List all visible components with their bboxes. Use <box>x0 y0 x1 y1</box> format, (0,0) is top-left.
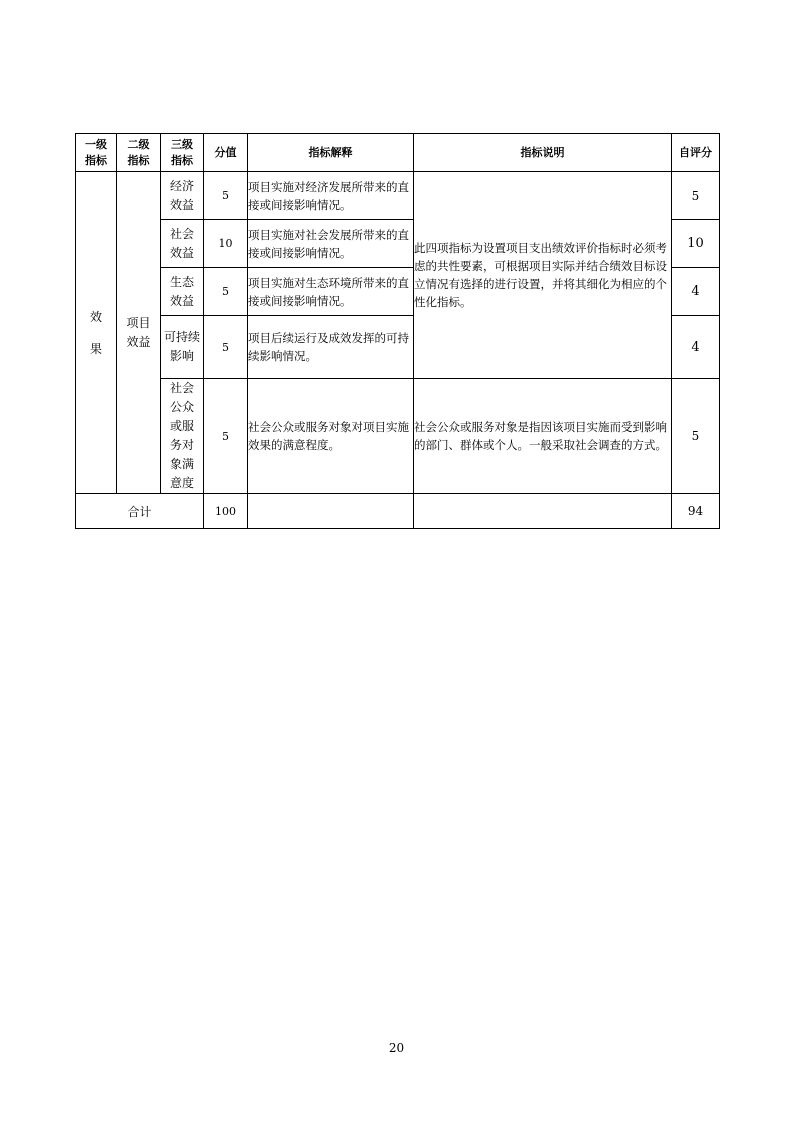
score-cell: 5 <box>204 172 248 220</box>
header-level3: 三级指标 <box>161 134 204 172</box>
level2-cell: 项目效益 <box>117 172 161 494</box>
total-row <box>76 494 720 529</box>
self-score-cell: 10 <box>672 220 720 268</box>
explanation-cell: 项目实施对生态环境所带来的直接或间接影响情况。 <box>248 268 414 316</box>
header-score: 分值 <box>204 134 248 172</box>
self-score-cell: 4 <box>672 268 720 316</box>
header-self-score: 自评分 <box>672 134 720 172</box>
score-cell: 5 <box>204 316 248 379</box>
page-number: 20 <box>388 1041 405 1055</box>
header-row <box>76 134 720 172</box>
shared-description-cell: 此四项指标为设置项目支出绩效评价指标时必须考虑的共性要素，可根据项目实际并结合绩效目标设立情况有选择的进行设置，并将其细化为相应的个性化指标。 <box>414 172 672 379</box>
score-cell: 5 <box>204 268 248 316</box>
header-level1: 一级指标 <box>76 134 117 172</box>
total-explanation-empty <box>248 494 414 529</box>
self-score-cell: 4 <box>672 316 720 379</box>
evaluation-table <box>75 133 720 529</box>
score-cell: 5 <box>204 379 248 494</box>
self-score-cell: 5 <box>672 172 720 220</box>
total-score: 100 <box>204 494 248 529</box>
level3-cell: 经济效益 <box>161 172 204 220</box>
header-level2: 二级指标 <box>117 134 161 172</box>
satisfaction-description-cell: 社会公众或服务对象是指因该项目实施而受到影响的部门、群体或个人。一般采取社会调查的方式。 <box>414 379 672 494</box>
total-description-empty <box>414 494 672 529</box>
header-description: 指标说明 <box>414 134 672 172</box>
level3-cell: 生态效益 <box>161 268 204 316</box>
score-cell: 10 <box>204 220 248 268</box>
explanation-cell: 社会公众或服务对象对项目实施效果的满意程度。 <box>248 379 414 494</box>
level3-cell: 社会效益 <box>161 220 204 268</box>
self-score-cell: 5 <box>672 379 720 494</box>
table-row <box>76 172 720 220</box>
total-self-score: 94 <box>672 494 720 529</box>
total-label: 合计 <box>76 494 204 529</box>
explanation-cell: 项目后续运行及成效发挥的可持续影响情况。 <box>248 316 414 379</box>
level3-cell: 可持续影响 <box>161 316 204 379</box>
explanation-cell: 项目实施对经济发展所带来的直接或间接影响情况。 <box>248 172 414 220</box>
level3-cell: 社会公众或服务对象满意度 <box>161 379 204 494</box>
explanation-cell: 项目实施对社会发展所带来的直接或间接影响情况。 <box>248 220 414 268</box>
header-explanation: 指标解释 <box>248 134 414 172</box>
table-row <box>76 379 720 494</box>
level1-cell: 效果 <box>76 172 117 494</box>
